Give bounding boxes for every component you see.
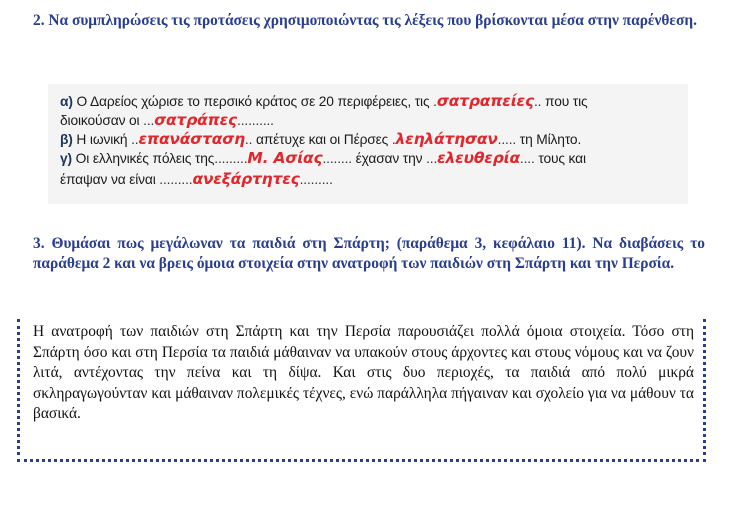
sentence-a-line-2: διοικούσαν οι ...σατράπες.......... bbox=[60, 111, 274, 129]
sentence-a-text-2: που τις bbox=[545, 94, 588, 109]
answer-revolution: επανάσταση bbox=[138, 130, 245, 148]
sentence-c: γ) Οι ελληνικές πόλεις της.........Μ. Ασίας........ έχασαν την ...ελευθερία.... τους και bbox=[60, 149, 586, 167]
answer-independent: ανεξάρτητες bbox=[192, 170, 300, 188]
answer-satraps: σατράπες bbox=[154, 111, 238, 129]
sentence-b-text-1: Η ιωνική bbox=[76, 132, 128, 147]
label-a: α) bbox=[60, 94, 73, 109]
sentence-c-text-3: τους και bbox=[538, 151, 586, 166]
sentence-b-text-2: απέτυχε και οι Πέρσες bbox=[255, 132, 389, 147]
label-b: β) bbox=[60, 132, 73, 147]
sentence-a: α) Ο Δαρείος χώρισε το περσικό κράτος σε 20 περιφέρειες, τις .σατραπείες.. που τις bbox=[60, 92, 588, 110]
label-c: γ) bbox=[60, 151, 72, 166]
answer-plundered: λεηλάτησαν bbox=[395, 130, 498, 148]
sentence-b: β) Η ιωνική ..επανάσταση.. απέτυχε και οι Πέρσες .λεηλάτησαν..... τη Μίλητο. bbox=[60, 130, 582, 148]
filled-exercise-image bbox=[48, 84, 688, 204]
sentence-c-text-2: έχασαν την bbox=[355, 151, 423, 166]
sentence-c-text-1: Οι ελληνικές πόλεις της bbox=[75, 151, 215, 166]
sentence-a-text-3: διοικούσαν οι bbox=[60, 113, 140, 128]
sentence-b-text-3: τη Μίλητο. bbox=[519, 132, 582, 147]
answer-asia-minor: Μ. Ασίας bbox=[247, 149, 323, 167]
question-2-heading: 2. Να συμπληρώσεις τις προτάσεις χρησιμοποιώντας τις λέξεις που βρίσκονται μέσα στην παρένθεση. bbox=[33, 12, 697, 29]
sentence-c-line-2: έπαψαν να είναι .........ανεξάρτητες......... bbox=[60, 170, 333, 188]
answer-freedom: ελευθερία bbox=[437, 149, 520, 167]
answer-3-text: Η ανατροφή των παιδιών στη Σπάρτη και την Περσία παρουσιάζει πολλά όμοια στοιχεία. Τόσο στη Σπάρτη όσο και στη Περσία τα παιδιά μάθαιναν να υπακούν στους άρχοντες και στους νόμους και να ζουν λιτά, αντέχοντας την πείνα και τη δίψα. Και στις δυο περιοχές, τα παιδιά από πολύ μικρά σκληραγωγούνταν και μάθαιναν πολεμικές τέχνες, ενώ παράλληλα πήγαιναν και σχολείο για να μάθουν τα βασικά. bbox=[33, 323, 694, 422]
question-3-heading: 3. Θυμάσαι πως μεγάλωναν τα παιδιά στη Σπάρτη; (παράθεμα 3, κεφάλαιο 11). Να διαβάσεις το παράθεμα 2 και να βρεις όμοια στοιχεία στην ανατροφή των παιδιών στη Σπάρτη και την Περσία. bbox=[33, 235, 705, 272]
answer-3-box bbox=[17, 319, 706, 462]
answer-satrapies: σατραπείες bbox=[436, 92, 534, 110]
sentence-c-text-4: έπαψαν να είναι bbox=[60, 172, 156, 187]
sentence-a-text-1: Ο Δαρείος χώρισε το περσικό κράτος σε 20 περιφέρειες, τις bbox=[76, 94, 430, 109]
